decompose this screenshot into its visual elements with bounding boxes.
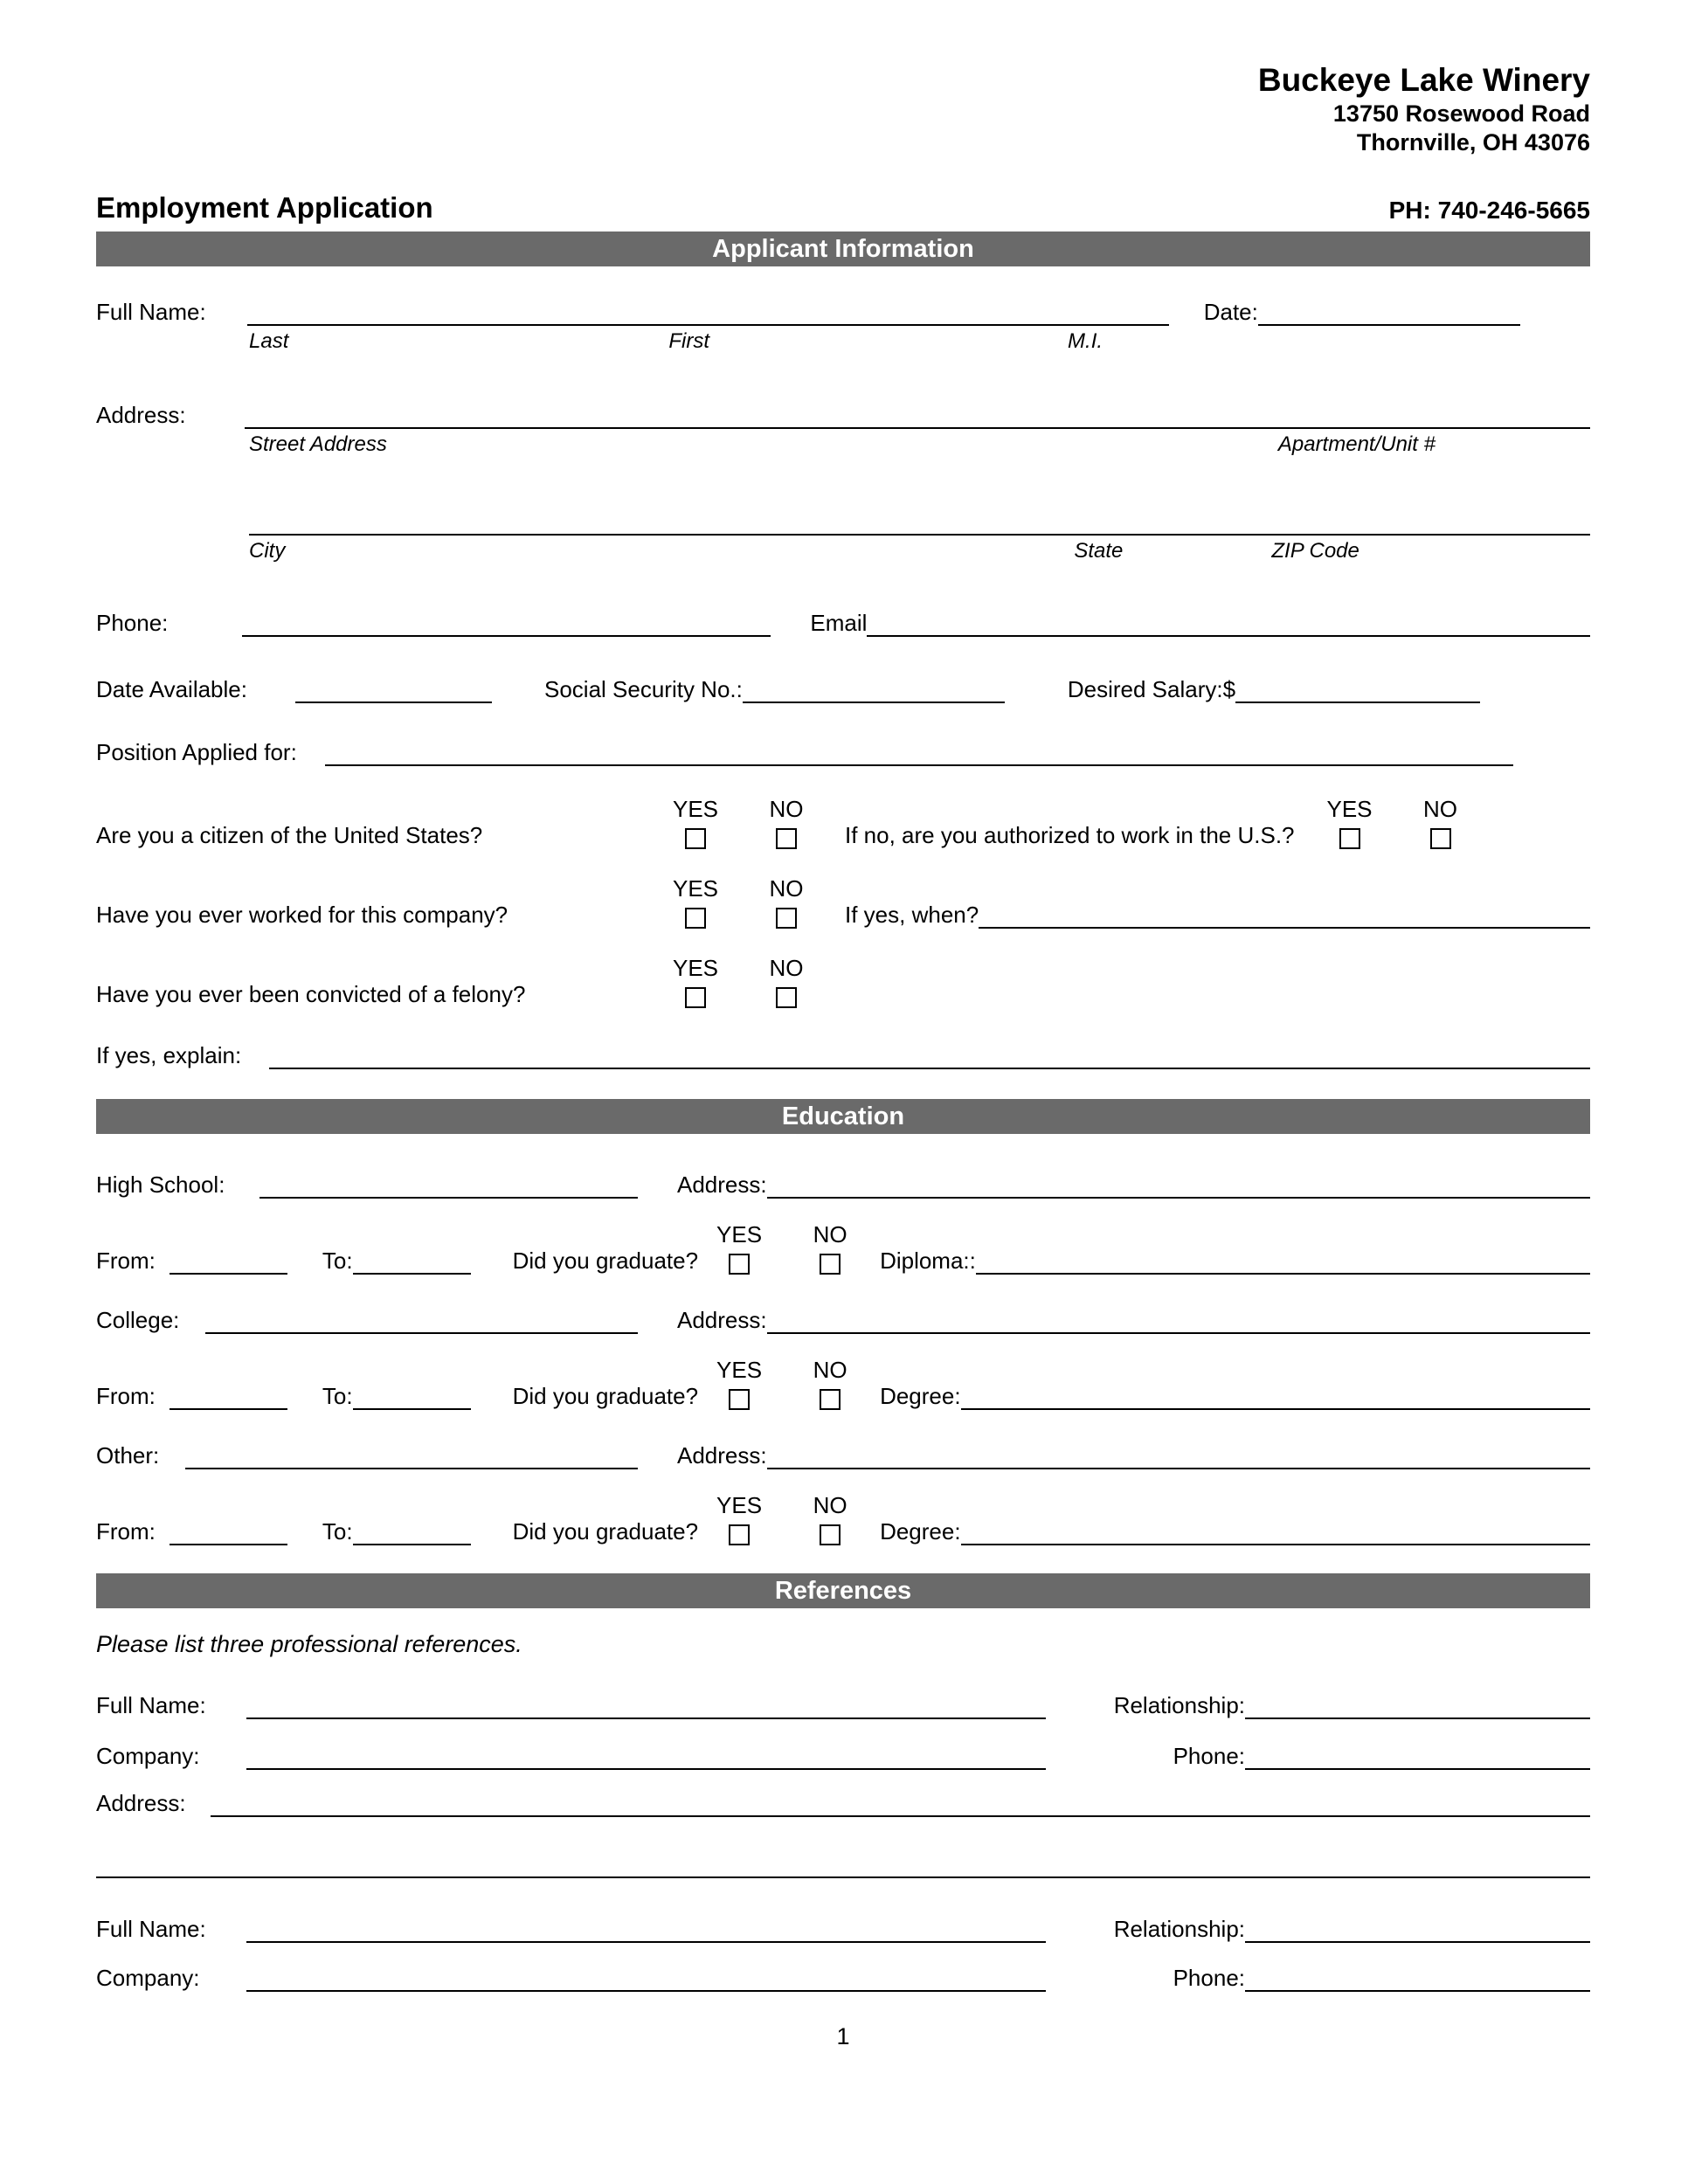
high-school-input[interactable] — [259, 1169, 638, 1199]
other-degree-label: Degree: — [880, 1518, 961, 1545]
high-school-row — [96, 1169, 1590, 1199]
other-degree-input[interactable] — [961, 1516, 1590, 1545]
zip-sublabel: ZIP Code — [1271, 539, 1359, 563]
mi-sublabel: M.I. — [1068, 329, 1103, 354]
section-bar-references: References — [96, 1573, 1590, 1608]
college-address-input[interactable] — [767, 1304, 1590, 1334]
college-graduate-yes-checkbox[interactable] — [729, 1389, 750, 1410]
no-label: NO — [813, 1221, 847, 1248]
authorized-no-option — [1414, 796, 1468, 849]
other-graduate-yesno-group — [712, 1492, 857, 1545]
college-row — [96, 1304, 1590, 1334]
desired-salary-label: Desired Salary:$ — [1067, 676, 1236, 703]
city-sublabel: City — [249, 539, 286, 563]
other-dates-row — [96, 1492, 1590, 1545]
address-row-2 — [96, 506, 1590, 536]
yes-label: YES — [672, 875, 719, 902]
reference1-address-label: Address: — [96, 1790, 186, 1817]
position-row — [96, 736, 1590, 766]
no-label: NO — [769, 796, 804, 823]
ssn-label: Social Security No.: — [543, 676, 743, 703]
from-label: From: — [96, 1383, 156, 1410]
high-school-label: High School: — [96, 1171, 225, 1199]
references-note: Please list three professional references. — [96, 1631, 522, 1658]
reference1-full-name-input[interactable] — [246, 1690, 1046, 1719]
first-sublabel: First — [668, 329, 710, 354]
other-graduate-no-option — [803, 1492, 857, 1545]
title-bar — [96, 191, 1590, 225]
authorized-question-label: If no, are you authorized to work in the U.S.? — [845, 822, 1295, 849]
phone-email-row — [96, 607, 1590, 637]
reference1-phone-input[interactable] — [1245, 1740, 1590, 1770]
address-row — [96, 399, 1590, 429]
citizen-question-row — [96, 796, 1590, 849]
yes-label: YES — [1326, 796, 1373, 823]
college-label: College: — [96, 1307, 180, 1334]
worked-yes-checkbox[interactable] — [685, 908, 706, 929]
reference1-name-row — [96, 1690, 1590, 1719]
other-graduate-yes-option — [712, 1492, 766, 1545]
other-from-input[interactable] — [169, 1516, 287, 1545]
authorized-yes-checkbox[interactable] — [1339, 828, 1360, 849]
email-label: Email — [810, 610, 868, 637]
section-bar-applicant-information: Applicant Information — [96, 232, 1590, 266]
citizen-no-checkbox[interactable] — [776, 828, 797, 849]
reference1-relationship-label: Relationship: — [1113, 1692, 1245, 1719]
from-label: From: — [96, 1248, 156, 1275]
college-to-input[interactable] — [353, 1380, 471, 1410]
other-input[interactable] — [185, 1440, 638, 1469]
other-to-input[interactable] — [353, 1516, 471, 1545]
date-input[interactable] — [1258, 296, 1520, 326]
citizen-no-option — [759, 796, 813, 849]
apartment-sublabel: Apartment/Unit # — [1277, 432, 1435, 457]
phone-input[interactable] — [242, 607, 771, 637]
yes-label: YES — [672, 955, 719, 982]
felony-no-checkbox[interactable] — [776, 987, 797, 1008]
reference1-address-line2-input[interactable] — [96, 1849, 1590, 1878]
last-sublabel: Last — [249, 329, 289, 354]
reference1-address-input[interactable] — [211, 1787, 1590, 1817]
reference1-phone-label: Phone: — [1173, 1743, 1245, 1770]
authorized-yesno-group — [1323, 796, 1468, 849]
citizen-yes-option — [668, 796, 723, 849]
yes-label: YES — [716, 1357, 763, 1384]
reference2-company-row — [96, 1962, 1590, 1992]
reference2-full-name-label: Full Name: — [96, 1916, 206, 1943]
felony-yes-option — [668, 955, 723, 1008]
other-address-label: Address: — [677, 1442, 767, 1469]
citizen-question-label: Are you a citizen of the United States? — [96, 822, 483, 849]
diploma-input[interactable] — [976, 1245, 1590, 1275]
felony-no-option — [759, 955, 813, 1008]
address-sublabels — [96, 432, 1590, 457]
to-label: To: — [322, 1518, 353, 1545]
email-input[interactable] — [867, 607, 1590, 637]
street-address-input[interactable] — [245, 399, 1590, 429]
other-graduate-yes-checkbox[interactable] — [729, 1524, 750, 1545]
felony-question-row — [96, 955, 1590, 1008]
other-graduate-label: Did you graduate? — [512, 1518, 699, 1545]
date-available-input[interactable] — [295, 674, 492, 703]
citizen-yes-checkbox[interactable] — [685, 828, 706, 849]
citizen-yesno-group — [668, 796, 813, 849]
worked-yes-option — [668, 875, 723, 929]
phone-label: Phone: — [96, 610, 169, 637]
reference1-company-input[interactable] — [246, 1740, 1046, 1770]
reference1-company-label: Company: — [96, 1743, 200, 1770]
hs-from-input[interactable] — [169, 1245, 287, 1275]
reference2-relationship-input[interactable] — [1245, 1913, 1590, 1943]
authorized-no-checkbox[interactable] — [1430, 828, 1451, 849]
full-name-sublabels — [96, 329, 1590, 354]
college-from-input[interactable] — [169, 1380, 287, 1410]
college-graduate-yes-option — [712, 1357, 766, 1410]
if-yes-when-input[interactable] — [979, 899, 1590, 929]
college-dates-row — [96, 1357, 1590, 1410]
worked-no-option — [759, 875, 813, 929]
hs-graduate-yes-checkbox[interactable] — [729, 1254, 750, 1275]
explain-input[interactable] — [269, 1040, 1590, 1069]
reference2-relationship-label: Relationship: — [1113, 1916, 1245, 1943]
reference1-full-name-label: Full Name: — [96, 1692, 206, 1719]
felony-question-label: Have you ever been convicted of a felony? — [96, 981, 526, 1008]
reference2-name-row — [96, 1913, 1590, 1943]
worked-question-row — [96, 875, 1590, 929]
no-label: NO — [769, 875, 804, 902]
other-address-input[interactable] — [767, 1440, 1590, 1469]
diploma-label: Diploma:: — [880, 1248, 976, 1275]
page-number: 1 — [836, 2023, 850, 2050]
hs-graduate-label: Did you graduate? — [512, 1248, 699, 1275]
explain-row — [96, 1040, 1590, 1069]
no-label: NO — [813, 1357, 847, 1384]
reference2-company-label: Company: — [96, 1965, 200, 1992]
from-label: From: — [96, 1518, 156, 1545]
college-graduate-yesno-group — [712, 1357, 857, 1410]
explain-label: If yes, explain: — [96, 1042, 242, 1069]
position-label: Position Applied for: — [96, 739, 297, 766]
full-name-input[interactable] — [247, 296, 1169, 326]
full-name-row — [96, 296, 1590, 326]
college-degree-input[interactable] — [961, 1380, 1590, 1410]
company-name: Buckeye Lake Winery — [1257, 62, 1590, 98]
other-school-row — [96, 1440, 1590, 1469]
if-yes-when-label: If yes, when? — [845, 902, 979, 929]
college-graduate-no-checkbox[interactable] — [820, 1389, 841, 1410]
reference2-company-input[interactable] — [246, 1962, 1046, 1992]
reference1-address-row — [96, 1787, 1590, 1817]
hs-graduate-no-checkbox[interactable] — [820, 1254, 841, 1275]
hs-graduate-yesno-group — [712, 1221, 857, 1275]
date-available-row — [96, 674, 1590, 703]
high-school-dates-row — [96, 1221, 1590, 1275]
company-address-line2: Thornville, OH 43076 — [1356, 128, 1590, 156]
reference1-relationship-input[interactable] — [1245, 1690, 1590, 1719]
reference2-phone-label: Phone: — [1173, 1965, 1245, 1992]
college-degree-label: Degree: — [880, 1383, 961, 1410]
reference1-company-row — [96, 1740, 1590, 1770]
position-input[interactable] — [325, 736, 1513, 766]
yes-label: YES — [672, 796, 719, 823]
to-label: To: — [322, 1248, 353, 1275]
other-graduate-no-checkbox[interactable] — [820, 1524, 841, 1545]
company-phone: PH: 740-246-5665 — [1388, 197, 1590, 225]
college-graduate-label: Did you graduate? — [512, 1383, 699, 1410]
college-graduate-no-option — [803, 1357, 857, 1410]
document-title: Employment Application — [96, 191, 433, 225]
other-label: Other: — [96, 1442, 160, 1469]
company-header — [96, 61, 1590, 156]
hs-to-input[interactable] — [353, 1245, 471, 1275]
felony-yes-checkbox[interactable] — [685, 987, 706, 1008]
worked-yesno-group — [668, 875, 813, 929]
high-school-address-label: Address: — [677, 1171, 767, 1199]
full-name-label: Full Name: — [96, 299, 206, 326]
felony-yesno-group — [668, 955, 813, 1008]
reference2-full-name-input[interactable] — [246, 1913, 1046, 1943]
city-state-zip-input[interactable] — [249, 506, 1590, 536]
no-label: NO — [769, 955, 804, 982]
ssn-input[interactable] — [743, 674, 1005, 703]
hs-graduate-no-option — [803, 1221, 857, 1275]
college-input[interactable] — [205, 1304, 638, 1334]
yes-label: YES — [716, 1492, 763, 1519]
date-available-label: Date Available: — [96, 676, 247, 703]
date-label: Date: — [1203, 299, 1258, 326]
hs-graduate-yes-option — [712, 1221, 766, 1275]
high-school-address-input[interactable] — [767, 1169, 1590, 1199]
section-bar-education: Education — [96, 1099, 1590, 1134]
worked-no-checkbox[interactable] — [776, 908, 797, 929]
authorized-yes-option — [1323, 796, 1377, 849]
yes-label: YES — [716, 1221, 763, 1248]
city-state-zip-sublabels — [96, 539, 1590, 563]
state-sublabel: State — [1074, 539, 1124, 563]
street-address-sublabel: Street Address — [249, 432, 387, 457]
worked-question-label: Have you ever worked for this company? — [96, 902, 508, 929]
no-label: NO — [1423, 796, 1458, 823]
to-label: To: — [322, 1383, 353, 1410]
desired-salary-input[interactable] — [1235, 674, 1480, 703]
reference2-phone-input[interactable] — [1245, 1962, 1590, 1992]
no-label: NO — [813, 1492, 847, 1519]
address-label: Address: — [96, 402, 186, 429]
college-address-label: Address: — [677, 1307, 767, 1334]
company-address-line1: 13750 Rosewood Road — [1332, 100, 1590, 128]
